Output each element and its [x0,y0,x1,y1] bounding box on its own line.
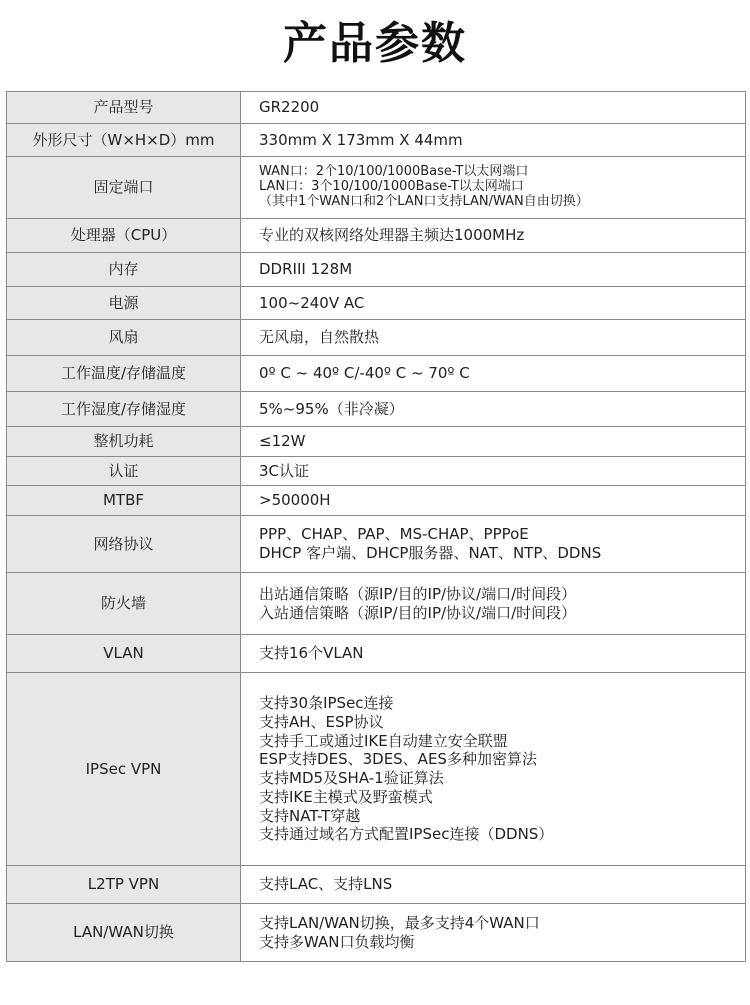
spec-label: 网络协议 [7,516,241,573]
spec-value-line: 支持30条IPSec连接 [259,694,394,712]
spec-row [7,866,746,904]
spec-table [6,91,746,962]
spec-row [7,92,746,124]
spec-value-line: 支持通过域名方式配置IPSec连接（DDNS） [259,825,554,844]
spec-value-line: 支持LAN/WAN切换，最多支持4个WAN口 [259,913,540,932]
spec-value-line: 5%~95%（非冷凝） [259,399,404,418]
spec-value [241,427,746,457]
spec-value [241,320,746,356]
spec-value-line: 无风扇，自然散热 [259,328,380,347]
spec-value [241,673,746,866]
spec-value [241,124,746,157]
spec-value-line: 出站通信策略（源IP/目的IP/协议/端口/时间段） [259,584,577,603]
spec-value [241,92,746,124]
spec-row [7,427,746,457]
spec-label: 风扇 [7,320,241,356]
spec-value-line: 支持多WAN口负载均衡 [259,932,415,951]
spec-value-line: PPP、CHAP、PAP、MS-CHAP、PPPoE [259,525,529,544]
spec-row [7,320,746,356]
spec-label: LAN/WAN切换 [7,904,241,962]
spec-value-line: 专业的双核网络处理器主频达1000MHz [259,226,525,245]
spec-label: IPSec VPN [7,673,241,866]
spec-row [7,673,746,866]
spec-value-line: 支持16个VLAN [259,644,364,663]
spec-value-line: 入站通信策略（源IP/目的IP/协议/端口/时间段） [259,603,577,622]
spec-value [241,356,746,392]
spec-value-line: 支持IKE主模式及野蛮模式 [259,787,433,806]
spec-row [7,157,746,219]
spec-label: 处理器（CPU） [7,219,241,253]
spec-row [7,253,746,287]
spec-value [241,157,746,219]
spec-value-line: 100~240V AC [259,293,365,312]
spec-row [7,516,746,573]
spec-label: 内存 [7,253,241,287]
spec-value-line: 0º C ~ 40º C/-40º C ~ 70º C [259,364,470,383]
spec-label: VLAN [7,635,241,673]
spec-row [7,392,746,427]
spec-value-line: （其中1个WAN口和2个LAN口支持LAN/WAN自由切换） [259,193,589,209]
spec-label: 防火墙 [7,573,241,635]
spec-row [7,904,746,962]
spec-value [241,457,746,486]
spec-row [7,486,746,516]
spec-value-line: 支持NAT-T穿越 [259,806,361,825]
spec-value [241,486,746,516]
spec-value-line: WAN口：2个10/100/1000Base-T以太网端口 [259,164,529,180]
spec-label: 整机功耗 [7,427,241,457]
spec-value-line: 330mm X 173mm X 44mm [259,130,463,149]
spec-label: 工作温度/存储温度 [7,356,241,392]
spec-value [241,253,746,287]
spec-value [241,635,746,673]
spec-value [241,573,746,635]
spec-label: 工作湿度/存储湿度 [7,392,241,427]
spec-row [7,287,746,320]
spec-value-line: 支持LAC、支持LNS [259,875,393,894]
spec-label: 外形尺寸（W×H×D）mm [7,124,241,157]
spec-value [241,287,746,320]
spec-value-line: DHCP 客户端、DHCP服务器、NAT、NTP、DDNS [259,544,602,562]
spec-row [7,219,746,253]
page-title: 产品参数 [283,18,467,69]
spec-value-line: DDRIII 128M [259,260,353,279]
spec-value-line: LAN口：3个10/100/1000Base-T以太网端口 [259,179,524,195]
spec-row [7,457,746,486]
spec-value-line: 支持AH、ESP协议 [259,712,384,731]
spec-value [241,219,746,253]
spec-value [241,866,746,904]
spec-value-line: GR2200 [259,98,320,117]
spec-value-line: ≤12W [259,432,306,451]
spec-value-line: 支持手工或通过IKE自动建立安全联盟 [259,731,508,750]
spec-row [7,124,746,157]
spec-value-line: 3C认证 [259,461,310,480]
spec-value-line: ESP支持DES、3DES、AES多种加密算法 [259,750,537,769]
spec-label: MTBF [7,486,241,516]
spec-label: 产品型号 [7,92,241,124]
spec-label: 固定端口 [7,157,241,219]
spec-value [241,904,746,962]
spec-row [7,635,746,673]
spec-value-line: >50000H [259,491,331,510]
spec-value [241,516,746,573]
spec-row [7,573,746,635]
spec-label: L2TP VPN [7,866,241,904]
spec-value-line: 支持MD5及SHA-1验证算法 [259,769,444,787]
spec-label: 电源 [7,287,241,320]
spec-value [241,392,746,427]
spec-row [7,356,746,392]
spec-label: 认证 [7,457,241,486]
